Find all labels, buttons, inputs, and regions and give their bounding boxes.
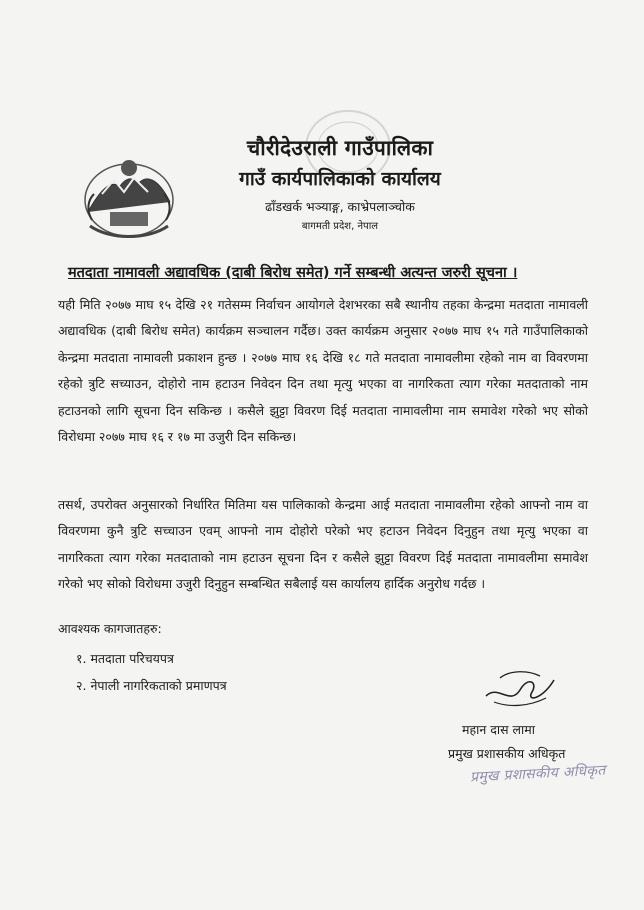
office-name: गाउँ कार्यपालिकाको कार्यालय [239,168,441,190]
required-docs-list [76,645,227,699]
office-province: बागमती प्रदेश, नेपाल [301,221,379,232]
nepal-emblem-icon [80,150,178,242]
signature-mark [480,666,560,714]
office-address: ढाँडखर्क भञ्याङ्ग, काभ्रेपलाञ्चोक [265,199,415,214]
org-name: चौरीदेउराली गाउँपालिका [246,136,434,160]
required-docs-label: आवश्यक कागजातहरु: [58,621,162,636]
signatory-block [448,718,608,766]
signatory-designation: प्रमुख प्रशासकीय अधिकृत [448,746,566,761]
list-item: १. मतदाता परिचयपत्र [76,651,174,666]
letterhead [190,134,490,234]
notice-title: मतदाता नामावली अद्यावधिक (दाबी बिरोध समेत) गर्ने सम्बन्धी अत्यन्त जरुरी सूचना । [68,265,518,281]
designation-seal: प्रमुख प्रशासकीय अधिकृत [469,762,606,786]
notice-paragraph-2: तसर्थ, उपरोक्त अनुसारको निर्धारित मितिमा यस पालिकाको केन्द्रमा आई मतदाता नामावलीमा रहेको आफ्नो नाम वा विवरणमा कुनै त्रुटि सच्चाउन एवम् आफ्नो नाम दोहोरो परेको भए हटाउन निवेदन दिनुहुन तथा मृत्यु भएका वा नागरिकता त्याग गरेका मतदाताको नाम हटाउन सूचना दिन र कसैले झुट्टा विवरण दिई मतदाता नामावलीमा समावेश गरेको भए सोको विरोधमा उजुरी दिनुहुन सम्बन्धित सबैलाई यस कार्यालय हार्दिक अनुरोध गर्दछ । [58,497,588,592]
signatory-name: महान दास लामा [462,722,535,737]
list-item: २. नेपाली नागरिकताको प्रमाणपत्र [76,678,227,693]
notice-paragraph-1: यही मिति २०७७ माघ १५ देखि २१ गतेसम्म निर्वाचन आयोगले देशभरका सबै स्थानीय तहका केन्द्रमा मतदाता नामावली अद्यावधिक (दाबी बिरोध समेत) कार्यक्रम सञ्चालन गर्दैछ। उक्त कार्यक्रम अनुसार २०७७ माघ १५ गते गाउँपालिकाको केन्द्रमा मतदाता नामावली प्रकाशन हुन्छ । २०७७ माघ १६ देखि १८ गते मतदाता नामावलीमा रहेको नाम वा विवरणमा रहेको त्रुटि सच्याउन, दोहोरो नाम हटाउन निवेदन दिन तथा मृत्यु भएका वा नागरिकता त्याग गरेका मतदाताको नाम हटाउनको लागि सूचना दिन सकिन्छ । कसैले झुट्टा विवरण दिई मतदाता नामावलीमा नाम समावेश गरेको भए सोको विरोधमा २०७७ माघ १६ र १७ मा उजुरी दिन सकिन्छ। [58,297,588,445]
